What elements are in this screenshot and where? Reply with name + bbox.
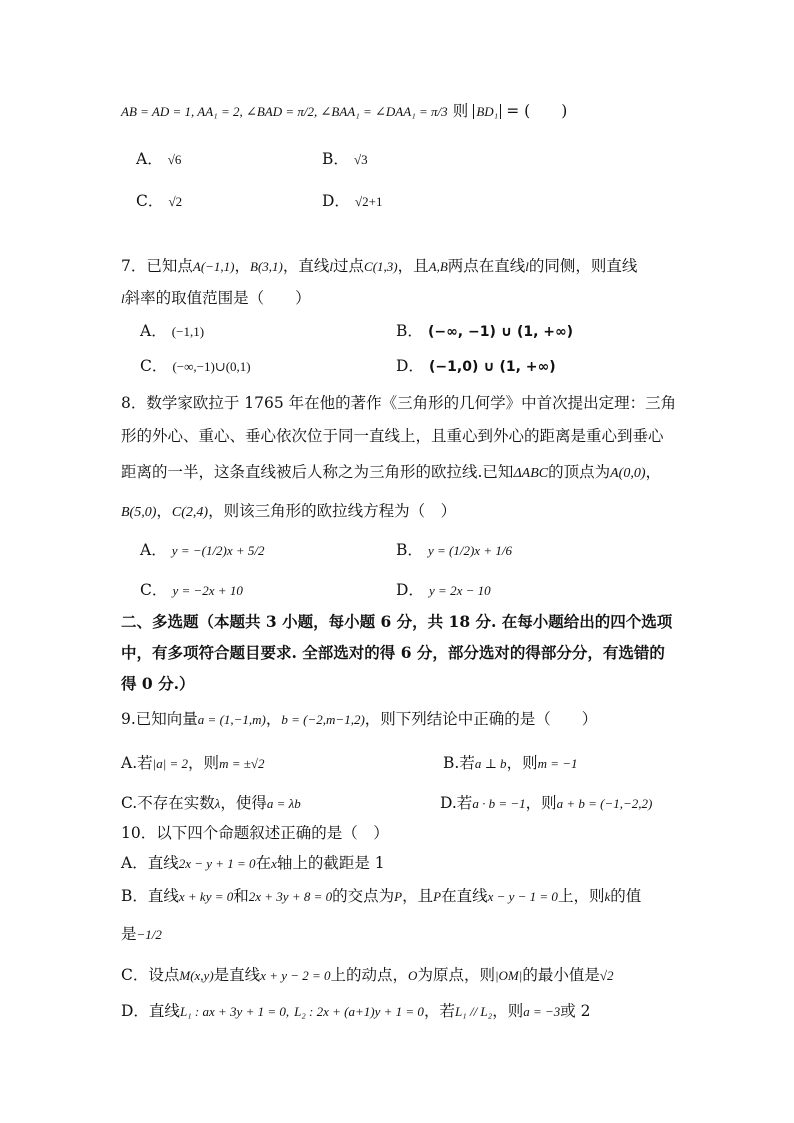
q10-option-a-x: x	[271, 856, 277, 871]
q7-option-a[interactable]	[140, 323, 204, 340]
q8-option-c[interactable]	[140, 582, 243, 599]
q9-option-b-mid: ，则	[506, 754, 538, 772]
q10-option-d-l2: L₂ : 2x + (a+1)y + 1 = 0	[294, 1004, 424, 1019]
q8-option-c-value: y = −2x + 10	[172, 583, 243, 598]
q8-option-a-value: y = −(1/2)x + 5/2	[171, 543, 265, 558]
q8-option-b-value: y = (1/2)x + 1/6	[427, 543, 512, 558]
q9-option-d-mid: ，则	[525, 794, 557, 812]
q6-option-a[interactable]	[136, 151, 181, 168]
q7-option-b-label: B．	[396, 322, 423, 340]
q10-option-c-eq: x + y − 2 = 0	[260, 968, 331, 983]
q10-option-b-mid3: 在直线	[441, 887, 488, 905]
q9-option-a-cond: |a| = 2	[152, 756, 189, 771]
q10-option-c-end: 的最小值是	[522, 966, 600, 984]
q6-option-b-value: √3	[353, 152, 368, 167]
section2-heading-line2: 中，有多项符合题目要求. 全部选对的得 6 分，部分选对的得部分分，有选错的	[121, 643, 665, 662]
q10-option-b-and: 和	[233, 887, 249, 905]
q10-option-b-mid2: ，且	[402, 887, 434, 905]
q7-prefix: 7．已知点	[121, 257, 193, 275]
q10-option-a-mid: 在	[255, 854, 272, 872]
q7-text-d: ，且	[397, 257, 429, 275]
q7-point-b: B(3,1)	[250, 259, 283, 274]
q7-sep: ，	[234, 257, 251, 275]
q10-option-d-mid: ，若	[423, 1002, 455, 1020]
q7-stem-line2	[121, 291, 311, 307]
q6-option-b[interactable]	[322, 151, 368, 168]
q8-option-d-value: y = 2x − 10	[429, 583, 491, 598]
q9-option-c-mid: ，使得	[220, 794, 267, 812]
q8-line4	[121, 504, 456, 520]
q10-option-a-end: 轴上的截距是 1	[276, 854, 385, 872]
q6-paren: = ( )	[506, 102, 568, 120]
q10-option-c-om: |OM|	[494, 968, 523, 983]
q10-option-c-pre: C．设点	[121, 966, 180, 984]
q8-option-d[interactable]	[396, 582, 491, 599]
q7-option-a-label: A．	[140, 322, 167, 340]
q6-option-a-value: √6	[167, 152, 182, 167]
q6-vector-bd1: BD₁	[473, 104, 501, 119]
q10-option-b-pre: B．直线	[121, 887, 179, 905]
q9-option-c-lambda: λ	[214, 796, 221, 811]
q8-line3-text: 距离的一半，这条直线被后人称之为三角形的欧拉线.已知	[121, 463, 514, 481]
section2-heading-line3: 得 0 分.）	[121, 674, 195, 693]
q6-option-c[interactable]	[136, 193, 182, 210]
q6-stem	[121, 103, 567, 120]
q8-sep: ，	[156, 502, 172, 520]
q7-point-a: A(−1,1)	[192, 259, 235, 274]
q9-vector-a: a = (1,−1,m)	[197, 712, 266, 727]
q6-stem-math: AB = AD = 1, AA₁ = 2, ∠BAD = π/2, ∠BAA₁ = ∠DAA₁ = π/3	[121, 104, 448, 119]
q6-option-a-label: A．	[136, 150, 163, 168]
q8-option-a-label: A．	[140, 541, 167, 559]
q10-option-b-p2: P	[433, 889, 442, 904]
q8-option-b[interactable]	[396, 542, 512, 559]
q9-option-a[interactable]	[121, 756, 265, 772]
q10-option-b-line2	[121, 927, 162, 943]
q10-option-d[interactable]	[121, 1004, 591, 1020]
q9-option-c[interactable]	[121, 796, 301, 812]
q10-option-d-mid2: ，则	[492, 1002, 524, 1020]
q9-option-b-cond: a ⊥ b	[474, 756, 507, 771]
q8-point-b: B(5,0)	[121, 505, 157, 520]
q10-option-b[interactable]	[121, 889, 641, 905]
q7-option-b[interactable]	[396, 323, 573, 340]
q9-option-d-cond: a · b = −1	[472, 796, 526, 811]
q10-option-c[interactable]	[121, 968, 613, 984]
q6-option-b-label: B．	[322, 150, 349, 168]
q6-option-d[interactable]	[322, 193, 383, 210]
q6-option-c-label: C．	[136, 192, 164, 210]
q9-stem	[121, 712, 597, 728]
q10-option-b-k: k	[604, 889, 611, 904]
q10-option-b-mid4: 上，则	[557, 887, 605, 905]
q7-option-b-value: (−∞, −1) ∪ (1, +∞)	[427, 324, 574, 340]
q8-option-d-label: D．	[396, 581, 424, 599]
q8-line2: 形的外心、重心、垂心依次位于同一直线上，且重心到外心的距离是重心到垂心	[121, 427, 664, 445]
q8-line3-text-b: 的顶点为	[548, 463, 611, 481]
q7-option-c-label: C．	[140, 357, 168, 375]
q10-option-c-mid: 是直线	[213, 966, 261, 984]
q8-triangle: ΔABC	[513, 466, 549, 481]
q10-option-b-end: 的值	[610, 887, 642, 905]
q9-option-c-eq: a = λb	[266, 796, 301, 811]
q10-option-d-par: L₁ // L₂	[454, 1004, 493, 1019]
q10-option-b-p: P	[394, 889, 403, 904]
q8-line4-text: ，则该三角形的欧拉线方程为（ ）	[208, 502, 457, 520]
q7-text-f: 的同侧，则直线	[528, 257, 638, 275]
q10-option-d-res: a = −3	[523, 1004, 561, 1019]
q6-stem-tail: 则	[452, 102, 469, 120]
q7-stem-line1	[121, 259, 637, 275]
q9-option-b[interactable]	[443, 756, 578, 772]
q7-text-b: ，直线	[282, 257, 330, 275]
q10-option-b-mid: 的交点为	[332, 887, 395, 905]
q9-option-d-res: a + b = (−1,−2,2)	[556, 796, 653, 811]
q9-stem-b: ，则下列结论中正确的是（ ）	[364, 710, 598, 728]
q10-option-b-eq3: x − y − 1 = 0	[487, 889, 558, 904]
q10-option-b-line2-text: 是	[121, 925, 137, 943]
q7-option-c[interactable]	[140, 358, 251, 375]
q9-vector-b: b = (−2,m−1,2)	[281, 712, 365, 727]
q7-text-c: 过点	[333, 257, 365, 275]
q7-line-l-3: l	[121, 291, 125, 306]
q7-text-e: 两点在直线	[447, 257, 526, 275]
q9-option-a-mid: ，则	[188, 754, 220, 772]
q8-option-b-label: B．	[396, 541, 423, 559]
q10-stem: 10．以下四个命题叙述正确的是（ ）	[121, 824, 389, 842]
q7-option-d-label: D．	[396, 357, 424, 375]
q8-option-c-label: C．	[140, 581, 168, 599]
q10-option-b-eq1: x + ky = 0	[178, 889, 234, 904]
q10-option-d-end: 或 2	[560, 1002, 591, 1020]
q7-line-l-2: l	[525, 259, 529, 274]
q10-option-b-eq2: 2x + 3y + 8 = 0	[248, 889, 333, 904]
q8-line3	[121, 465, 661, 481]
q6-option-c-value: √2	[168, 194, 183, 209]
q9-option-b-pre: B.若	[443, 754, 475, 772]
q10-option-a-pre: A．直线	[121, 854, 179, 872]
q9-option-d-pre: D.若	[440, 794, 473, 812]
q8-line3-text-c: ，	[645, 463, 662, 481]
q9-option-c-pre: C.不存在实数	[121, 794, 215, 812]
q10-option-a[interactable]	[121, 856, 385, 872]
q7-text-line2: 斜率的取值范围是（ ）	[124, 289, 311, 307]
q9-option-a-pre: A.若	[121, 754, 153, 772]
q10-option-d-l1: L₁ : ax + 3y + 1 = 0,	[179, 1004, 290, 1019]
q10-option-c-o: O	[408, 968, 418, 983]
q10-option-c-m: M(x,y)	[179, 968, 214, 983]
q9-sep: ，	[265, 710, 282, 728]
q10-option-d-pre: D．直线	[121, 1002, 180, 1020]
q9-option-b-res: m = −1	[537, 756, 578, 771]
q7-point-c: C(1,3)	[364, 259, 398, 274]
q10-option-c-mid2: 上的动点，	[330, 966, 409, 984]
q7-option-d-value: (−1,0) ∪ (1, +∞)	[429, 359, 556, 375]
q8-point-c: C(2,4)	[171, 505, 209, 520]
q10-option-c-mid3: 为原点，则	[417, 966, 495, 984]
q7-option-c-value: (−∞,−1)∪(0,1)	[172, 359, 251, 374]
q9-option-d[interactable]	[440, 796, 652, 812]
q8-line1: 8．数学家欧拉于 1765 年在他的著作《三角形的几何学》中首次提出定理：三角	[121, 394, 677, 412]
section2-heading-line1: 二、多选题（本题共 3 小题，每小题 6 分，共 18 分. 在每小题给出的四个选项	[121, 612, 673, 631]
q10-option-b-value: −1/2	[136, 927, 162, 942]
q7-points-ab: A,B	[428, 259, 448, 274]
q7-line-l: l	[329, 259, 334, 274]
q8-point-a: A(0,0)	[610, 466, 646, 481]
q6-option-d-label: D．	[322, 192, 350, 210]
q7-option-d[interactable]	[396, 358, 556, 375]
q9-stem-a: 9.已知向量	[121, 710, 198, 728]
q9-option-a-res: m = ±√2	[219, 756, 265, 771]
q10-option-a-eq: 2x − y + 1 = 0	[178, 856, 256, 871]
q10-option-c-value: √2	[599, 968, 614, 983]
q7-option-a-value: (−1,1)	[171, 324, 205, 339]
q8-option-a[interactable]	[140, 542, 265, 559]
q6-option-d-value: √2+1	[355, 194, 383, 209]
